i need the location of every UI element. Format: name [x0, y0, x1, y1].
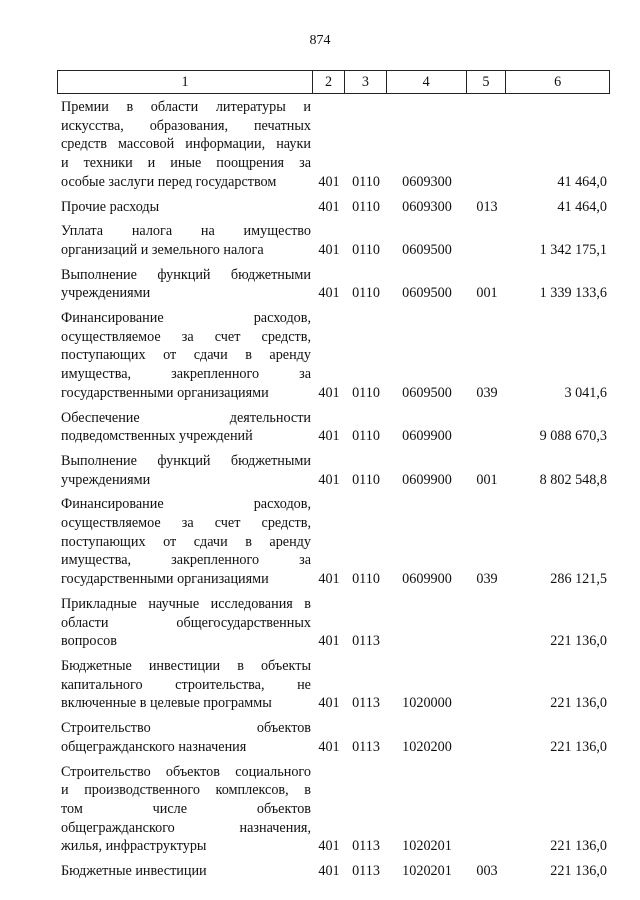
- description-line: учреждениями: [61, 285, 151, 302]
- cell-col-2: 401: [318, 738, 340, 755]
- cell-col-6: 8 802 548,8: [539, 471, 607, 488]
- word: за: [181, 328, 194, 345]
- table-row: [57, 595, 610, 651]
- description-line: [61, 819, 311, 838]
- description-line: [61, 614, 311, 633]
- word: исследования: [210, 595, 293, 612]
- cell-col-4: 1020201: [402, 863, 452, 880]
- word: Бюджетные: [61, 657, 132, 674]
- cell-col-6: 221 136,0: [550, 863, 607, 880]
- cell-col-3: 0113: [352, 633, 380, 650]
- page-number: 874: [309, 33, 331, 48]
- description-line: [61, 595, 311, 614]
- word: инвестиции: [148, 657, 221, 674]
- description-line: включенные в целевые программы: [61, 695, 272, 712]
- cell-col-6: 41 464,0: [557, 173, 607, 190]
- description-line: [61, 676, 311, 695]
- header-col-6: 6: [554, 74, 562, 90]
- word: литературы: [215, 99, 286, 115]
- description-line: [61, 781, 311, 800]
- table-body: [57, 98, 610, 887]
- cell-col-2: 401: [318, 695, 340, 712]
- cell-col-2: 401: [318, 428, 340, 445]
- description-line: [61, 657, 311, 676]
- word: средств,: [261, 515, 311, 532]
- table-row: [57, 452, 610, 489]
- description-line: [61, 719, 311, 738]
- word: и: [147, 155, 156, 172]
- word: иные: [170, 155, 202, 172]
- word: в: [245, 533, 252, 550]
- table-row: [57, 98, 610, 192]
- word: за: [299, 366, 311, 383]
- description-line: государственными организациями: [61, 571, 269, 588]
- cell-col-6: 286 121,5: [550, 571, 607, 588]
- word: Выполнение: [61, 452, 137, 469]
- row-description: [57, 198, 313, 217]
- row-description: [57, 862, 313, 881]
- word: строительства,: [175, 676, 265, 693]
- cell-col-3: 0110: [352, 471, 380, 488]
- description-line: [61, 495, 311, 514]
- word: в: [237, 657, 244, 674]
- word: функций: [157, 266, 211, 283]
- description-line: [61, 266, 311, 285]
- word: средств: [61, 136, 107, 153]
- description-line: [61, 328, 311, 347]
- cell-col-4: 1020200: [402, 738, 452, 755]
- word: области: [150, 99, 199, 115]
- word: области: [61, 614, 109, 631]
- cell-col-4: 0609300: [402, 173, 452, 190]
- word: общегражданского: [61, 819, 175, 836]
- description-line: [61, 551, 311, 570]
- word: расходов,: [253, 496, 311, 513]
- word: техники: [83, 155, 133, 172]
- description-line: учреждениями: [61, 471, 151, 488]
- cell-col-3: 0113: [352, 863, 380, 880]
- description-line: организаций и земельного налога: [61, 241, 264, 258]
- row-description: [57, 595, 313, 651]
- table-row: [57, 763, 610, 857]
- cell-col-2: 401: [318, 863, 340, 880]
- cell-col-5: 039: [476, 571, 498, 588]
- table-header: [57, 70, 610, 94]
- word: и: [61, 155, 69, 172]
- description-line: особые заслуги перед государством: [61, 173, 277, 190]
- word: науки: [276, 136, 311, 153]
- word: Обеспечение: [61, 409, 140, 426]
- header-col-5: 5: [467, 71, 507, 93]
- cell-col-6: 221 136,0: [550, 738, 607, 755]
- word: имущество: [243, 223, 311, 240]
- row-description: [57, 309, 313, 403]
- cell-col-6: 1 342 175,1: [539, 241, 607, 258]
- cell-col-3: 0110: [352, 241, 380, 258]
- word: счет: [214, 515, 241, 532]
- word: функций: [157, 452, 211, 469]
- word: за: [299, 155, 311, 172]
- description-line: [61, 135, 311, 154]
- cell-col-6: 221 136,0: [550, 695, 607, 712]
- word: в: [245, 347, 252, 364]
- table-row: [57, 266, 610, 303]
- cell-col-4: 1020201: [402, 838, 452, 855]
- word: от: [163, 347, 177, 364]
- word: общегосударственных: [176, 614, 311, 631]
- word: объекты: [260, 657, 311, 674]
- word: капитального: [61, 676, 143, 693]
- word: Прикладные: [61, 595, 137, 612]
- cell-col-6: 41 464,0: [557, 198, 607, 215]
- row-description: [57, 763, 313, 857]
- description-line: Бюджетные инвестиции: [61, 863, 207, 880]
- cell-col-3: 0113: [352, 738, 380, 755]
- row-description: [57, 719, 313, 756]
- description-line: [61, 365, 311, 384]
- description-line: [61, 409, 311, 428]
- description-line: [61, 763, 311, 782]
- word: назначения,: [239, 819, 311, 836]
- word: имущества,: [61, 552, 132, 569]
- description-line: [61, 117, 311, 136]
- word: объектов: [256, 800, 311, 817]
- description-line: подведомственных учреждений: [61, 428, 253, 445]
- word: аренду: [269, 347, 311, 364]
- row-description: [57, 657, 313, 713]
- table-row: [57, 222, 610, 259]
- row-description: [57, 495, 313, 589]
- cell-col-4: 0609500: [402, 241, 452, 258]
- word: социального: [235, 763, 311, 780]
- word: производственного: [84, 782, 200, 799]
- word: и: [61, 782, 69, 799]
- description-line: вопросов: [61, 633, 117, 650]
- word: Строительство: [61, 763, 151, 780]
- header-col-2: 2: [313, 71, 345, 93]
- description-line: [61, 309, 311, 328]
- description-line: [61, 98, 311, 117]
- word: в: [126, 99, 134, 115]
- word: информации,: [185, 136, 266, 153]
- word: объектов: [256, 720, 311, 737]
- cell-col-2: 401: [318, 384, 340, 401]
- word: закрепленного: [171, 366, 260, 383]
- table-row: [57, 198, 610, 217]
- cell-col-4: 0609900: [402, 571, 452, 588]
- cell-col-4: 0609500: [402, 285, 452, 302]
- cell-col-2: 401: [318, 838, 340, 855]
- row-description: [57, 98, 313, 192]
- cell-col-5: 001: [476, 471, 498, 488]
- word: объектов: [165, 763, 220, 780]
- word: массовой: [118, 136, 175, 153]
- description-line: общегражданского назначения: [61, 738, 247, 755]
- description-line: [61, 222, 311, 241]
- word: числе: [152, 800, 188, 817]
- cell-col-6: 221 136,0: [550, 633, 607, 650]
- cell-col-6: 3 041,6: [564, 384, 607, 401]
- word: Финансирование: [61, 496, 164, 513]
- row-description: [57, 266, 313, 303]
- word: аренду: [269, 533, 311, 550]
- cell-col-2: 401: [318, 173, 340, 190]
- word: налога: [131, 223, 173, 240]
- word: образования,: [149, 117, 229, 134]
- cell-col-3: 0110: [352, 285, 380, 302]
- cell-col-2: 401: [318, 633, 340, 650]
- cell-col-4: 1020000: [402, 695, 452, 712]
- cell-col-5: 013: [476, 198, 498, 215]
- row-description: [57, 222, 313, 259]
- word: от: [163, 533, 177, 550]
- cell-col-3: 0110: [352, 571, 380, 588]
- description-line: государственными организациями: [61, 384, 269, 401]
- word: за: [299, 552, 311, 569]
- word: Строительство: [61, 720, 151, 737]
- word: бюджетными: [230, 266, 311, 283]
- word: научные: [148, 595, 200, 612]
- word: печатных: [253, 117, 311, 134]
- word: закрепленного: [171, 552, 260, 569]
- word: за: [181, 515, 194, 532]
- description-line: [61, 800, 311, 819]
- table-row: [57, 309, 610, 403]
- word: осуществляемое: [61, 515, 161, 532]
- word: расходов,: [253, 310, 311, 327]
- word: не: [297, 676, 311, 693]
- word: деятельности: [229, 409, 311, 426]
- cell-col-5: 001: [476, 285, 498, 302]
- cell-col-3: 0113: [352, 838, 380, 855]
- word: имущества,: [61, 366, 132, 383]
- word: искусства,: [61, 117, 124, 134]
- cell-col-6: 9 088 670,3: [539, 428, 607, 445]
- word: поступающих: [61, 347, 146, 364]
- table-row: [57, 862, 610, 881]
- description-line: [61, 514, 311, 533]
- cell-col-2: 401: [318, 285, 340, 302]
- table-row: [57, 657, 610, 713]
- word: поощрения: [216, 155, 285, 172]
- word: средств,: [261, 328, 311, 345]
- word: том: [61, 800, 83, 817]
- table-row: [57, 719, 610, 756]
- word: осуществляемое: [61, 328, 161, 345]
- cell-col-3: 0110: [352, 428, 380, 445]
- cell-col-2: 401: [318, 241, 340, 258]
- header-col-3: 3: [345, 71, 387, 93]
- word: комплексов,: [215, 782, 289, 799]
- description-line: жилья, инфраструктуры: [61, 838, 207, 855]
- word: Финансирование: [61, 310, 164, 327]
- cell-col-6: 1 339 133,6: [539, 285, 607, 302]
- word: и: [303, 99, 311, 115]
- cell-col-2: 401: [318, 571, 340, 588]
- word: бюджетными: [230, 452, 311, 469]
- description-line: [61, 452, 311, 471]
- header-col-4: 4: [387, 71, 467, 93]
- word: Уплата: [61, 223, 104, 240]
- cell-col-4: 0609900: [402, 471, 452, 488]
- word: Премии: [61, 99, 109, 115]
- header-col-1: 1: [58, 71, 313, 93]
- cell-col-2: 401: [318, 198, 340, 215]
- cell-col-4: 0609500: [402, 384, 452, 401]
- row-description: [57, 452, 313, 489]
- cell-col-4: 0609300: [402, 198, 452, 215]
- table-row: [57, 495, 610, 589]
- cell-col-3: 0110: [352, 198, 380, 215]
- word: на: [200, 223, 215, 240]
- cell-col-5: 039: [476, 384, 498, 401]
- word: сдачи: [193, 347, 228, 364]
- cell-col-3: 0110: [352, 173, 380, 190]
- description-line: Прочие расходы: [61, 198, 160, 215]
- table-row: [57, 409, 610, 446]
- word: в: [304, 782, 311, 799]
- cell-col-3: 0110: [352, 384, 380, 401]
- description-line: [61, 154, 311, 173]
- row-description: [57, 409, 313, 446]
- word: в: [304, 595, 311, 612]
- word: сдачи: [193, 533, 228, 550]
- cell-col-3: 0113: [352, 695, 380, 712]
- description-line: [61, 533, 311, 552]
- word: Выполнение: [61, 266, 137, 283]
- cell-col-6: 221 136,0: [550, 838, 607, 855]
- description-line: [61, 346, 311, 365]
- word: поступающих: [61, 533, 146, 550]
- word: счет: [214, 328, 241, 345]
- cell-col-4: 0609900: [402, 428, 452, 445]
- cell-col-5: 003: [476, 863, 498, 880]
- cell-col-2: 401: [318, 471, 340, 488]
